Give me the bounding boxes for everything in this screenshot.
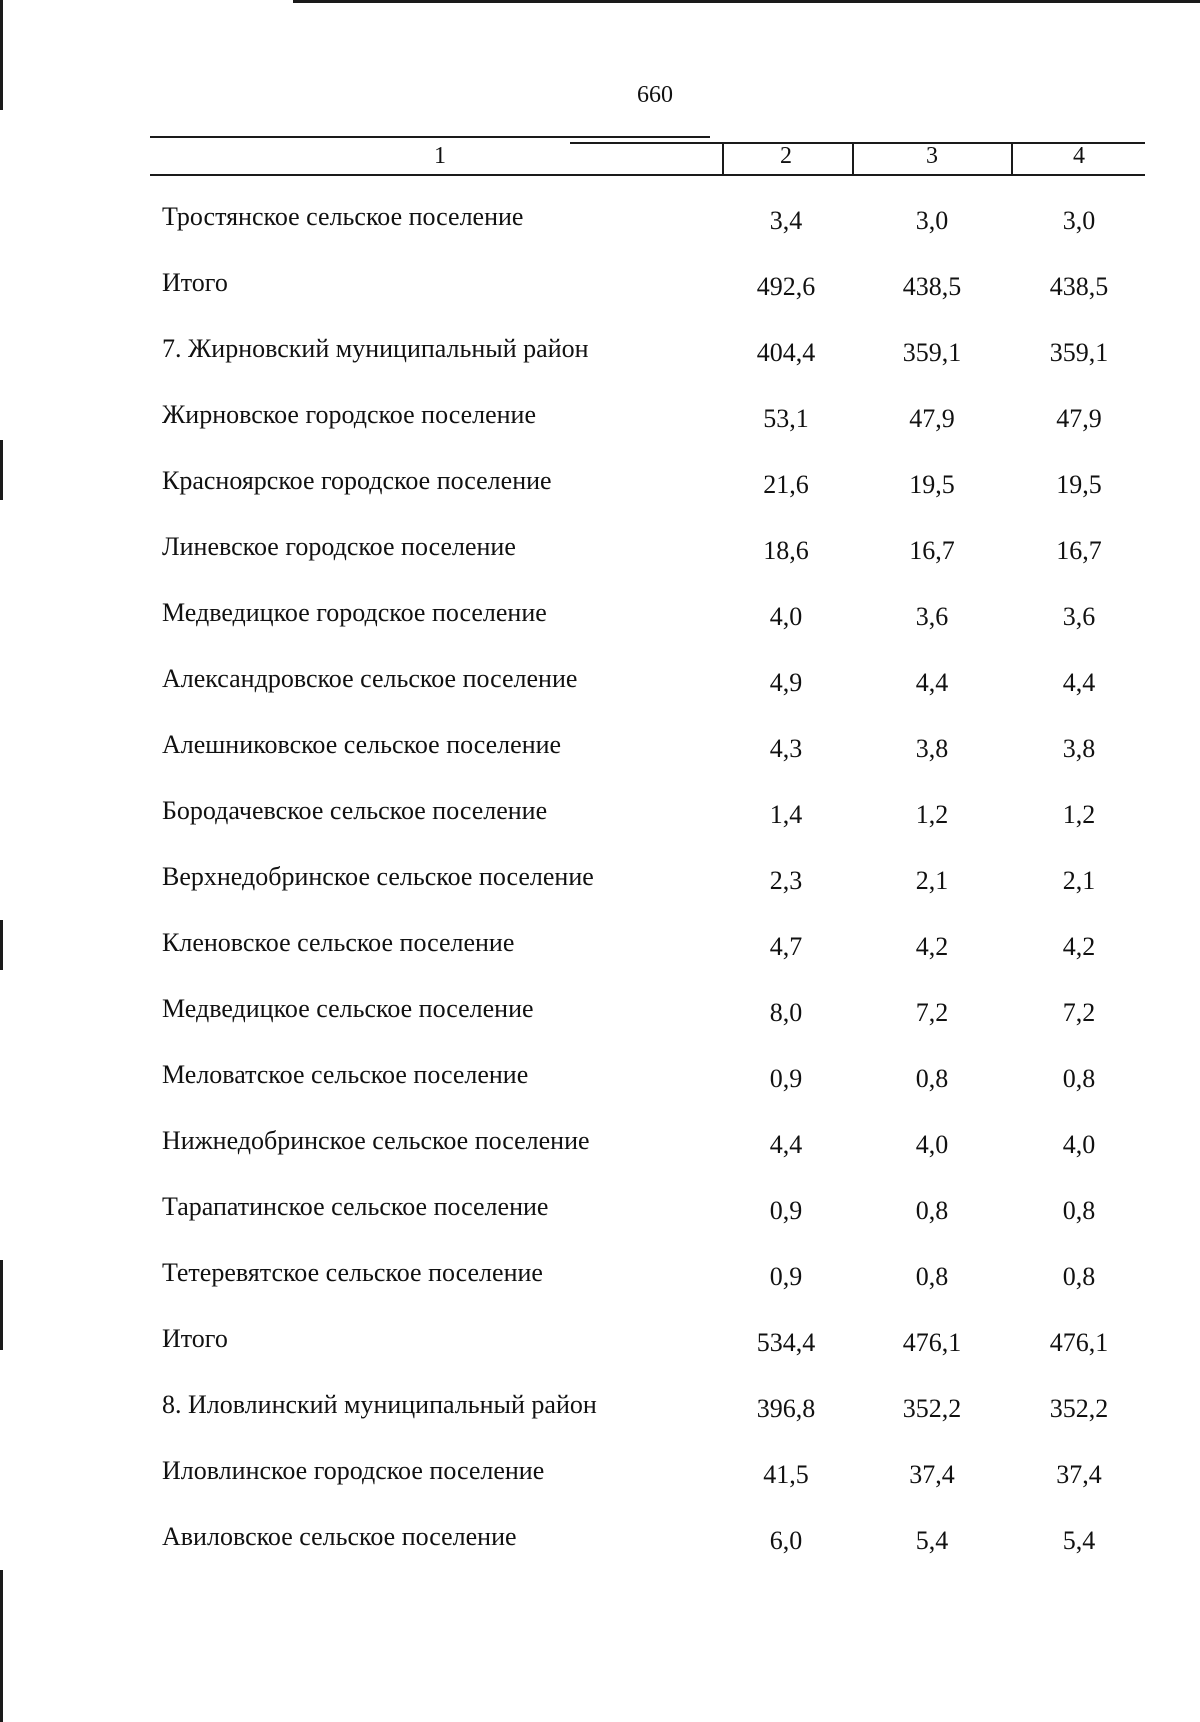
value-col-3: 19,5 [909, 470, 955, 499]
value-col-3: 0,8 [915, 1196, 949, 1225]
table-row [0, 256, 1200, 322]
table-row [0, 1048, 1200, 1114]
table-row [0, 190, 1200, 256]
value-col-2: 404,4 [756, 338, 816, 367]
value-col-4: 19,5 [1056, 470, 1102, 499]
table-row [0, 1444, 1200, 1510]
value-col-4: 476,1 [1049, 1328, 1109, 1357]
column-header-2: 2 [780, 143, 792, 169]
value-col-4: 3,6 [1062, 602, 1096, 631]
page-number: 660 [637, 82, 673, 108]
value-col-3: 0,8 [915, 1064, 949, 1093]
value-col-4: 0,8 [1062, 1196, 1096, 1225]
value-col-2: 492,6 [756, 272, 816, 301]
value-col-3: 2,1 [915, 866, 949, 895]
value-col-2: 18,6 [763, 536, 809, 565]
value-col-4: 47,9 [1056, 404, 1102, 433]
column-header-3: 3 [926, 143, 938, 169]
value-col-3: 352,2 [902, 1394, 962, 1423]
value-col-3: 3,0 [915, 206, 949, 235]
value-col-3: 7,2 [915, 998, 949, 1027]
settlement-name: Меловатское сельское поселение [162, 1060, 529, 1089]
settlement-name: 8. Иловлинский муниципальный район [162, 1390, 597, 1419]
settlement-name: Итого [162, 268, 228, 297]
table-row [0, 1312, 1200, 1378]
value-col-2: 4,4 [769, 1130, 803, 1159]
value-col-4: 4,2 [1062, 932, 1096, 961]
value-col-2: 41,5 [763, 1460, 809, 1489]
value-col-4: 16,7 [1056, 536, 1102, 565]
table-row [0, 652, 1200, 718]
value-col-2: 0,9 [769, 1064, 803, 1093]
scan-edge-mark [0, 1570, 3, 1722]
table-row [0, 454, 1200, 520]
settlement-name: Алешниковское сельское поселение [162, 730, 562, 759]
value-col-2: 4,0 [769, 602, 803, 631]
settlement-name: Александровское сельское поселение [162, 664, 578, 693]
settlement-name: Медведицкое городское поселение [162, 598, 547, 627]
settlement-name: Красноярское городское поселение [162, 466, 552, 495]
table-row [0, 718, 1200, 784]
table-row [0, 784, 1200, 850]
value-col-4: 359,1 [1049, 338, 1109, 367]
value-col-3: 47,9 [909, 404, 955, 433]
value-col-2: 0,9 [769, 1196, 803, 1225]
settlement-name: Авиловское сельское поселение [162, 1522, 517, 1551]
table-body [0, 190, 1200, 1576]
header-divider [1011, 142, 1013, 175]
settlement-name: Тарапатинское сельское поселение [162, 1192, 549, 1221]
header-top-rule [150, 136, 710, 138]
value-col-4: 438,5 [1049, 272, 1109, 301]
value-col-3: 438,5 [902, 272, 962, 301]
value-col-3: 3,8 [915, 734, 949, 763]
value-col-2: 3,4 [769, 206, 803, 235]
value-col-2: 4,3 [769, 734, 803, 763]
value-col-4: 352,2 [1049, 1394, 1109, 1423]
value-col-3: 4,0 [915, 1130, 949, 1159]
value-col-3: 16,7 [909, 536, 955, 565]
value-col-4: 0,8 [1062, 1064, 1096, 1093]
value-col-4: 5,4 [1062, 1526, 1096, 1555]
settlement-name: Нижнедобринское сельское поселение [162, 1126, 590, 1155]
table-row [0, 1180, 1200, 1246]
settlement-name: Верхнедобринское сельское поселение [162, 862, 594, 891]
value-col-2: 21,6 [763, 470, 809, 499]
table-row [0, 850, 1200, 916]
value-col-3: 3,6 [915, 602, 949, 631]
value-col-4: 3,8 [1062, 734, 1096, 763]
settlement-name: Итого [162, 1324, 228, 1353]
table-row [0, 322, 1200, 388]
value-col-3: 5,4 [915, 1526, 949, 1555]
header-divider [722, 142, 724, 175]
settlement-name: Иловлинское городское поселение [162, 1456, 545, 1485]
table-row [0, 388, 1200, 454]
settlement-name: Медведицкое сельское поселение [162, 994, 534, 1023]
table-row [0, 1510, 1200, 1576]
value-col-3: 359,1 [902, 338, 962, 367]
value-col-4: 7,2 [1062, 998, 1096, 1027]
value-col-4: 2,1 [1062, 866, 1096, 895]
value-col-4: 4,0 [1062, 1130, 1096, 1159]
column-header-4: 4 [1073, 143, 1085, 169]
value-col-4: 37,4 [1056, 1460, 1102, 1489]
column-header-1: 1 [434, 143, 446, 169]
table-row [0, 1246, 1200, 1312]
value-col-2: 6,0 [769, 1526, 803, 1555]
table-row [0, 916, 1200, 982]
value-col-2: 1,4 [769, 800, 803, 829]
value-col-2: 4,9 [769, 668, 803, 697]
value-col-3: 476,1 [902, 1328, 962, 1357]
settlement-name: Линевское городское поселение [162, 532, 516, 561]
settlement-name: Тетеревятское сельское поселение [162, 1258, 543, 1287]
value-col-2: 4,7 [769, 932, 803, 961]
scan-edge-line [293, 0, 1200, 3]
value-col-3: 4,4 [915, 668, 949, 697]
value-col-2: 53,1 [763, 404, 809, 433]
value-col-3: 37,4 [909, 1460, 955, 1489]
settlement-name: Кленовское сельское поселение [162, 928, 515, 957]
table-row [0, 586, 1200, 652]
table-row [0, 982, 1200, 1048]
settlement-name: Тростянское сельское поселение [162, 202, 524, 231]
settlement-name: 7. Жирновский муниципальный район [162, 334, 589, 363]
value-col-4: 3,0 [1062, 206, 1096, 235]
value-col-2: 2,3 [769, 866, 803, 895]
value-col-4: 4,4 [1062, 668, 1096, 697]
value-col-2: 0,9 [769, 1262, 803, 1291]
table-row [0, 520, 1200, 586]
table-row [0, 1114, 1200, 1180]
header-bottom-rule [150, 174, 1145, 176]
value-col-3: 1,2 [915, 800, 949, 829]
value-col-4: 0,8 [1062, 1262, 1096, 1291]
settlement-name: Жирновское городское поселение [162, 400, 537, 429]
header-divider [852, 142, 854, 175]
value-col-2: 8,0 [769, 998, 803, 1027]
value-col-3: 4,2 [915, 932, 949, 961]
value-col-4: 1,2 [1062, 800, 1096, 829]
value-col-2: 396,8 [756, 1394, 816, 1423]
value-col-2: 534,4 [756, 1328, 816, 1357]
value-col-3: 0,8 [915, 1262, 949, 1291]
settlement-name: Бородачевское сельское поселение [162, 796, 548, 825]
table-row [0, 1378, 1200, 1444]
